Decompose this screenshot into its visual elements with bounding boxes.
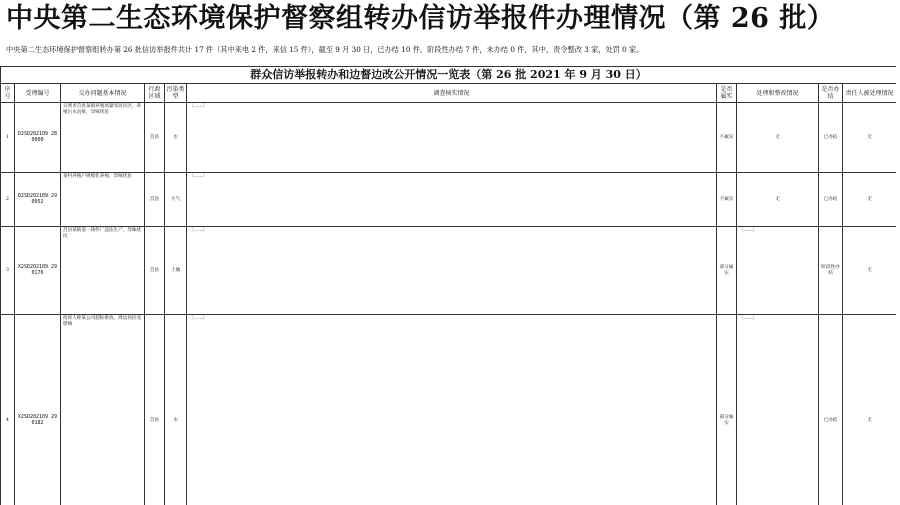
header-seq: 序号 — [1, 84, 15, 103]
cell-handling: 无 — [737, 173, 819, 227]
cell-handling: 〔……〕 — [737, 227, 819, 315]
cell-handling: 无 — [737, 103, 819, 173]
header-handling: 处理和整改情况 — [737, 84, 819, 103]
cell-handling: 〔……〕 — [737, 315, 819, 505]
cell-investigation: 〔……〕 — [187, 103, 717, 173]
cell-verified: 部分属实 — [717, 227, 737, 315]
cell-content: 某村养殖户规模化养殖，异味扰民 — [61, 173, 145, 227]
table-row — [1, 173, 897, 227]
summary-line: 中央第二生态环境保护督察组转办第 26 批信访举报件共计 17 件（其中来电 2 件，来信 15 件），截至 9 月 30 日，已办结 10 件，阶段性办结 7 件，未办结 0 件，其中，责令整改 3 家，处罚 0 家。 — [6, 45, 644, 54]
cell-region: 莒县 — [145, 173, 165, 227]
header-investigation: 调查核实情况 — [187, 84, 717, 103]
cell-content: 日照市莒县某镇养殖场紧邻居民区，养殖污水直排，异味扰民 — [61, 103, 145, 173]
cell-id: X2SD202109 290182 — [15, 315, 61, 505]
table-header-row — [1, 84, 897, 103]
cell-accountability: 无 — [843, 227, 897, 315]
cell-content: 莒县某街道一铸件厂违法生产，异味扰民 — [61, 227, 145, 315]
cell-seq: 4 — [1, 315, 15, 505]
cell-investigation: 〔……〕 — [187, 315, 717, 505]
header-closed: 是否办结 — [819, 84, 843, 103]
cell-id: D2SD202109 290052 — [15, 173, 61, 227]
cell-verified: 部分属实 — [717, 315, 737, 505]
cell-seq: 3 — [1, 227, 15, 315]
cell-closed: 阶段性办结 — [819, 227, 843, 315]
cell-region: 莒县 — [145, 315, 165, 505]
header-accountability: 责任人被处理情况 — [843, 84, 897, 103]
table-row — [1, 315, 897, 505]
cell-accountability: 无 — [843, 103, 897, 173]
cell-accountability: 无 — [843, 173, 897, 227]
cell-content: 投诉人称某公司超标排放，周边居民受影响 — [61, 315, 145, 505]
header-id: 受理编号 — [15, 84, 61, 103]
cell-pollution: 水 — [165, 315, 187, 505]
cell-closed: 已办结 — [819, 173, 843, 227]
table-banner: 群众信访举报转办和边督边改公开情况一览表（第 26 批 2021 年 9 月 30 日） — [1, 67, 897, 84]
header-pollution: 污染类型 — [165, 84, 187, 103]
table-row — [1, 227, 897, 315]
header-content: 交办问题基本情况 — [61, 84, 145, 103]
cell-investigation: 〔……〕 — [187, 173, 717, 227]
cell-id: X2SD202109 290176 — [15, 227, 61, 315]
cell-verified: 不属实 — [717, 173, 737, 227]
cell-seq: 1 — [1, 103, 15, 173]
header-verified: 是否属实 — [717, 84, 737, 103]
cell-pollution: 大气 — [165, 173, 187, 227]
cell-closed: 已办结 — [819, 103, 843, 173]
cell-investigation: 〔……〕 — [187, 227, 717, 315]
cell-seq: 2 — [1, 173, 15, 227]
cell-id: D2SD202109 280000 — [15, 103, 61, 173]
cell-verified: 不属实 — [717, 103, 737, 173]
cell-pollution: 水 — [165, 103, 187, 173]
cell-region: 莒县 — [145, 103, 165, 173]
cell-closed: 已办结 — [819, 315, 843, 505]
header-region: 行政区域 — [145, 84, 165, 103]
cell-region: 莒县 — [145, 227, 165, 315]
petition-table-container — [0, 66, 896, 505]
petition-table — [0, 66, 896, 505]
cell-pollution: 土壤 — [165, 227, 187, 315]
table-row — [1, 103, 897, 173]
page-title: 中央第二生态环境保护督察组转办信访举报件办理情况（第 26 批） — [6, 3, 835, 34]
cell-accountability: 无 — [843, 315, 897, 505]
table-banner-row — [1, 67, 897, 84]
